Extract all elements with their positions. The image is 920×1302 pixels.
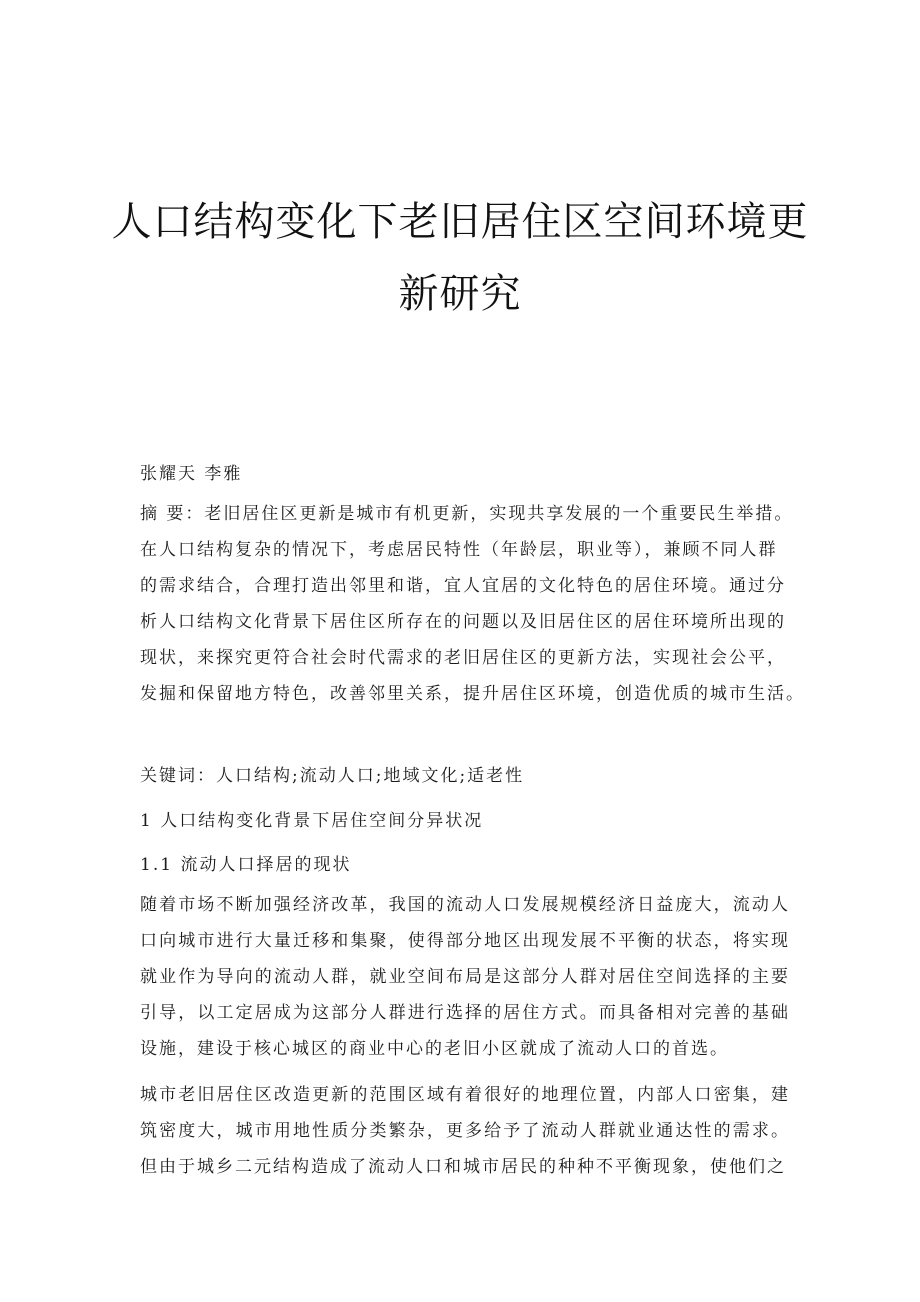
paper-title-line-2: 新研究 xyxy=(398,271,522,317)
section-heading-1-1: 1.1 流动人口择居的现状 xyxy=(140,855,352,875)
abstract-line: 现状，来探究更符合社会时代需求的老旧居住区的更新方法，实现社会公平， xyxy=(140,648,786,668)
paper-title-line-1: 人口结构变化下老旧居住区空间环境更 xyxy=(111,199,809,245)
abstract xyxy=(140,496,805,712)
abstract-line: 在人口结构复杂的情况下，考虑居民特性（年龄层，职业等），兼顾不同人群 xyxy=(140,540,778,560)
abstract-line: 发掘和保留地方特色，改善邻里关系，提升居住区环境，创造优质的城市生活。 xyxy=(140,684,805,704)
authors: 张耀天 李雅 xyxy=(140,464,243,484)
abstract-line: 析人口结构文化背景下居住区所存在的问题以及旧居住区的居住环境所出现的 xyxy=(140,612,786,632)
abstract-line: 摘 要：老旧居住区更新是城市有机更新，实现共享发展的一个重要民生举措。 xyxy=(140,504,794,524)
section-heading-1: 1 人口结构变化背景下居住空间分异状况 xyxy=(140,811,484,831)
keywords: 关键词：人口结构;流动人口;地域文化;适老性 xyxy=(140,766,525,786)
body-paragraph-1: 随着市场不断加强经济改革，我国的流动人口发展规模经济日益庞大，流动人口向城市进行大量迁移和集聚，使得部分地区出现发展不平衡的状态，将实现就业作为导向的流动人群，就业空间布局是这部分人群对居住空间选择的主要引导，以工定居成为这部分人群进行选择的居住方式。而具备相对完善的基础设施，建设于核心城区的商业中心的老旧小区就成了流动人口的首选。 xyxy=(140,895,790,1059)
abstract-line: 的需求结合，合理打造出邻里和谐，宜人宜居的文化特色的居住环境。通过分 xyxy=(140,576,786,596)
body-paragraph-2: 城市老旧居住区改造更新的范围区域有着很好的地理位置，内部人口密集，建筑密度大，城市用地性质分类繁杂，更多给予了流动人群就业通达性的需求。但由于城乡二元结构造成了流动人口和城市居民的种种不平衡现象，使他们之 xyxy=(140,1085,790,1177)
